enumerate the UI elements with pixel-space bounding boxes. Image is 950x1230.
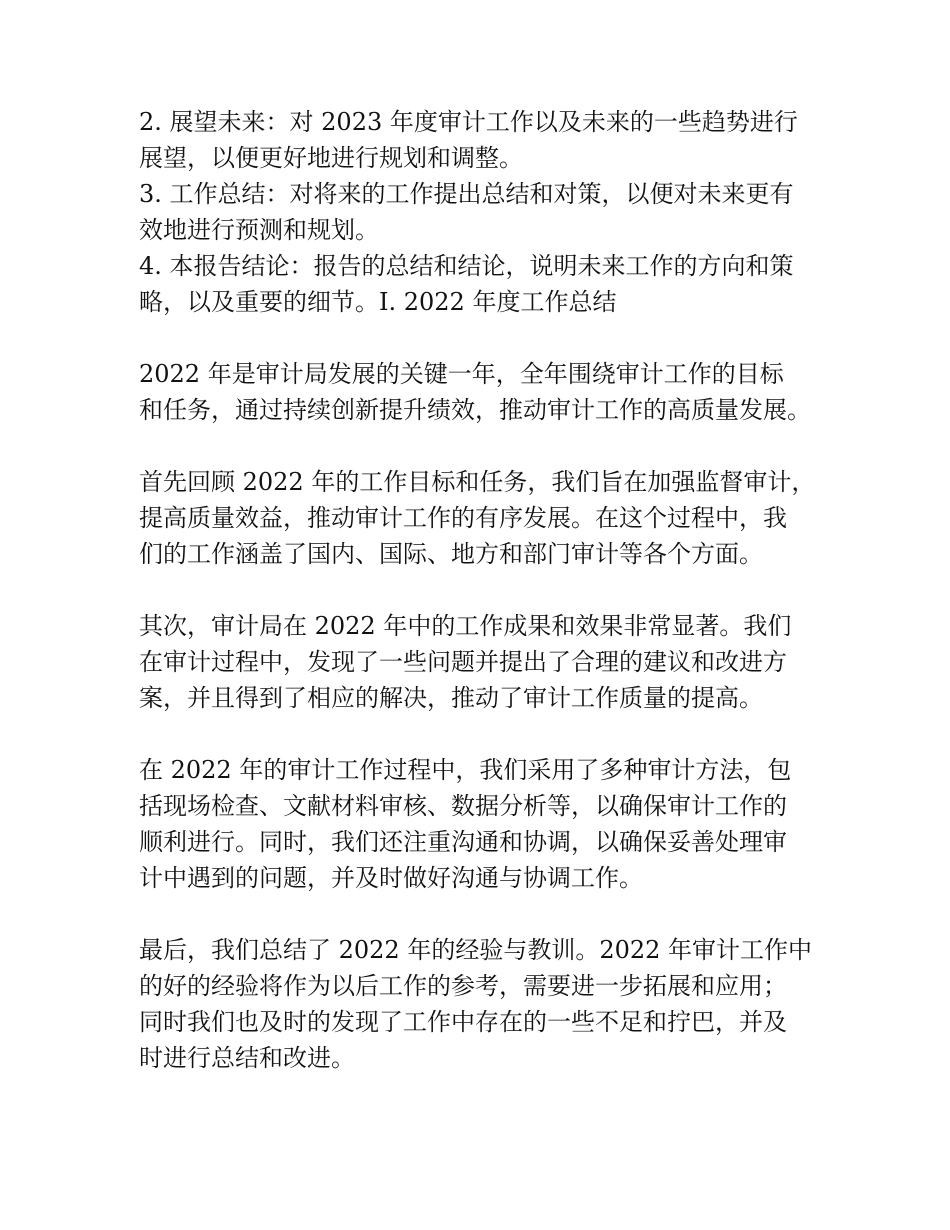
- text-line: 略，以及重要的细节。I. 2022 年度工作总结: [139, 288, 617, 316]
- paragraph-gap: [139, 320, 839, 356]
- text-line: 的好的经验将作为以后工作的参考，需要进一步拓展和应用；: [139, 972, 787, 1000]
- text-line: 们的工作涵盖了国内、国际、地方和部门审计等各个方面。: [139, 540, 763, 568]
- document-body: [139, 104, 839, 1076]
- text-line: 4. 本报告结论：报告的总结和结论，说明未来工作的方向和策: [139, 252, 794, 280]
- paragraph-gap: [139, 428, 839, 464]
- text-line: 时进行总结和改进。: [139, 1044, 355, 1072]
- text-line: 和任务，通过持续创新提升绩效，推动审计工作的高质量发展。: [139, 396, 811, 424]
- text-line: 展望，以便更好地进行规划和调整。: [139, 144, 523, 172]
- text-line: 案，并且得到了相应的解决，推动了审计工作质量的提高。: [139, 684, 763, 712]
- text-line: 在审计过程中，发现了一些问题并提出了合理的建议和改进方: [139, 648, 787, 676]
- text-line: 顺利进行。同时，我们还注重沟通和协调，以确保妥善处理审: [139, 828, 787, 856]
- text-line: 最后，我们总结了 2022 年的经验与教训。2022 年审计工作中: [139, 936, 813, 964]
- text-line: 同时我们也及时的发现了工作中存在的一些不足和拧巴，并及: [139, 1008, 787, 1036]
- text-line: 效地进行预测和规划。: [139, 216, 379, 244]
- paragraph-gap: [139, 716, 839, 752]
- text-line: 提高质量效益，推动审计工作的有序发展。在这个过程中，我: [139, 504, 787, 532]
- text-line: 首先回顾 2022 年的工作目标和任务，我们旨在加强监督审计，: [139, 468, 816, 496]
- text-line: 计中遇到的问题，并及时做好沟通与协调工作。: [139, 864, 643, 892]
- text-line: 3. 工作总结：对将来的工作提出总结和对策，以便对未来更有: [139, 180, 794, 208]
- text-line: 括现场检查、文献材料审核、数据分析等，以确保审计工作的: [139, 792, 787, 820]
- text-line: 其次，审计局在 2022 年中的工作成果和效果非常显著。我们: [139, 612, 792, 640]
- text-line: 在 2022 年的审计工作过程中，我们采用了多种审计方法，包: [139, 756, 792, 784]
- paragraph-gap: [139, 896, 839, 932]
- text-line: 2. 展望未来：对 2023 年度审计工作以及未来的一些趋势进行: [139, 108, 798, 136]
- text-line: 2022 年是审计局发展的关键一年，全年围绕审计工作的目标: [139, 360, 784, 388]
- paragraph-gap: [139, 572, 839, 608]
